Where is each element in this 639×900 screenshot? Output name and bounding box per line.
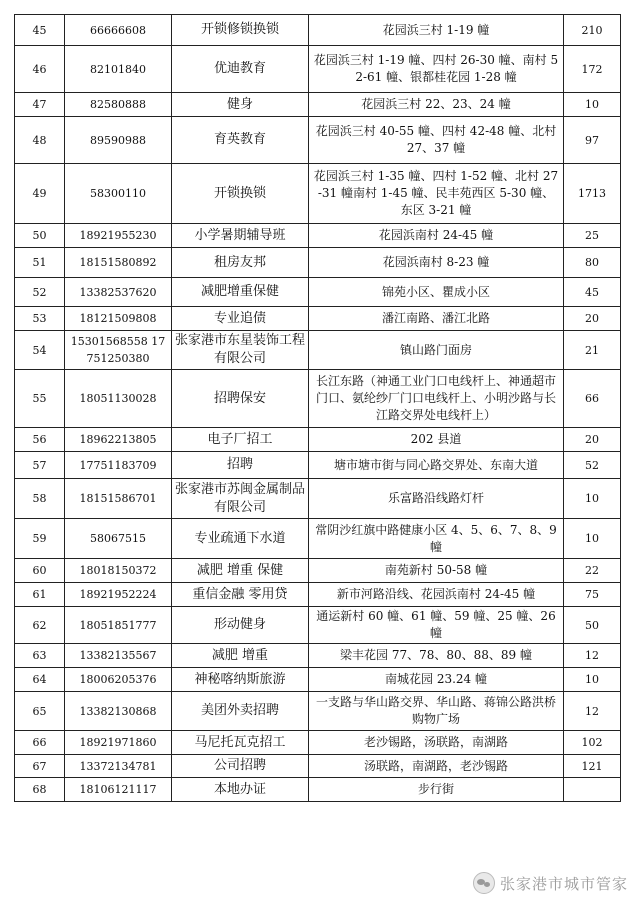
table-row <box>15 668 621 692</box>
cell-count: 97 <box>564 117 621 164</box>
cell-phone: 66666608 <box>65 15 172 46</box>
cell-count: 121 <box>564 755 621 778</box>
cell-number: 54 <box>15 331 65 370</box>
cell-number: 68 <box>15 778 65 802</box>
watermark-text: 张家港市城市管家 <box>499 874 628 893</box>
cell-number: 61 <box>15 583 65 607</box>
cell-number: 56 <box>15 428 65 452</box>
cell-category: 美团外卖招聘 <box>172 692 309 731</box>
cell-category: 招聘保安 <box>172 370 309 428</box>
table-row <box>15 755 621 778</box>
table-row <box>15 452 621 479</box>
cell-number: 53 <box>15 307 65 331</box>
table-row <box>15 15 621 46</box>
cell-number: 66 <box>15 731 65 755</box>
table-row <box>15 93 621 117</box>
cell-count: 52 <box>564 452 621 479</box>
cell-phone: 13372134781 <box>65 755 172 778</box>
cell-category: 神秘喀纳斯旅游 <box>172 668 309 692</box>
wechat-icon <box>473 872 495 894</box>
cell-category: 专业疏通下水道 <box>172 519 309 559</box>
table-row <box>15 164 621 224</box>
cell-location: 202 县道 <box>309 428 564 452</box>
cell-phone: 58067515 <box>65 519 172 559</box>
cell-category: 开锁换锁 <box>172 164 309 224</box>
cell-phone: 13382135567 <box>65 644 172 668</box>
cell-category: 开锁修锁换锁 <box>172 15 309 46</box>
cell-location: 锦苑小区、瞿成小区 <box>309 278 564 307</box>
cell-number: 58 <box>15 479 65 519</box>
cell-number: 46 <box>15 46 65 93</box>
cell-number: 63 <box>15 644 65 668</box>
cell-number: 50 <box>15 224 65 248</box>
cell-number: 47 <box>15 93 65 117</box>
table-row <box>15 307 621 331</box>
cell-number: 65 <box>15 692 65 731</box>
cell-category: 减肥 增重 保健 <box>172 559 309 583</box>
cell-number: 48 <box>15 117 65 164</box>
table-row <box>15 644 621 668</box>
cell-category: 公司招聘 <box>172 755 309 778</box>
cell-category: 育英教育 <box>172 117 309 164</box>
cell-location: 汤联路，南湖路，老沙锡路 <box>309 755 564 778</box>
cell-category: 专业追债 <box>172 307 309 331</box>
cell-location: 花园浜三村 1-19 幢 <box>309 15 564 46</box>
table-row <box>15 331 621 370</box>
cell-phone: 18151580892 <box>65 248 172 278</box>
table-row <box>15 46 621 93</box>
cell-phone: 18006205376 <box>65 668 172 692</box>
cell-count: 10 <box>564 668 621 692</box>
cell-number: 64 <box>15 668 65 692</box>
cell-phone: 13382537620 <box>65 278 172 307</box>
cell-location: 步行街 <box>309 778 564 802</box>
cell-phone: 18151586701 <box>65 479 172 519</box>
cell-count <box>564 778 621 802</box>
cell-category: 小学暑期辅导班 <box>172 224 309 248</box>
cell-count: 10 <box>564 479 621 519</box>
cell-phone: 17751183709 <box>65 452 172 479</box>
cell-location: 南城花园 23.24 幢 <box>309 668 564 692</box>
cell-location: 潘江南路、潘江北路 <box>309 307 564 331</box>
cell-count: 20 <box>564 307 621 331</box>
cell-category: 马尼托瓦克招工 <box>172 731 309 755</box>
cell-number: 45 <box>15 15 65 46</box>
cell-location: 花园浜三村 1-19 幢、四村 26-30 幢、南村 52-61 幢、银都桂花园 1-28 幢 <box>309 46 564 93</box>
table-row <box>15 583 621 607</box>
cell-location: 一支路与华山路交界、华山路、蒋锦公路洪桥购物广场 <box>309 692 564 731</box>
cell-count: 66 <box>564 370 621 428</box>
table-row <box>15 370 621 428</box>
cell-count: 10 <box>564 519 621 559</box>
cell-phone: 18106121117 <box>65 778 172 802</box>
cell-category: 本地办证 <box>172 778 309 802</box>
cell-count: 21 <box>564 331 621 370</box>
cell-number: 55 <box>15 370 65 428</box>
cell-count: 50 <box>564 607 621 644</box>
cell-phone: 58300110 <box>65 164 172 224</box>
table-row <box>15 479 621 519</box>
cell-category: 减肥 增重 <box>172 644 309 668</box>
table-row <box>15 117 621 164</box>
cell-count: 75 <box>564 583 621 607</box>
cell-count: 12 <box>564 692 621 731</box>
cell-count: 172 <box>564 46 621 93</box>
cell-category: 招聘 <box>172 452 309 479</box>
cell-location: 塘市塘市街与同心路交界处、东南大道 <box>309 452 564 479</box>
cell-number: 60 <box>15 559 65 583</box>
cell-phone: 18962213805 <box>65 428 172 452</box>
cell-count: 102 <box>564 731 621 755</box>
cell-location: 老沙锡路，汤联路，南湖路 <box>309 731 564 755</box>
cell-count: 10 <box>564 93 621 117</box>
cell-count: 45 <box>564 278 621 307</box>
cell-phone: 18051851777 <box>65 607 172 644</box>
cell-count: 80 <box>564 248 621 278</box>
table-row <box>15 519 621 559</box>
cell-phone: 89590988 <box>65 117 172 164</box>
cell-phone: 18921955230 <box>65 224 172 248</box>
table-body <box>15 15 621 802</box>
cell-number: 59 <box>15 519 65 559</box>
cell-number: 62 <box>15 607 65 644</box>
cell-phone: 18018150372 <box>65 559 172 583</box>
cell-phone: 82580888 <box>65 93 172 117</box>
cell-phone: 15301568558 17751250380 <box>65 331 172 370</box>
ad-listing-table <box>14 14 621 802</box>
cell-category: 租房友邦 <box>172 248 309 278</box>
cell-location: 长江东路（神通工业门口电线杆上、神通超市门口、氨纶纱厂门口电线杆上、小明沙路与长江路交界处电线杆上） <box>309 370 564 428</box>
cell-category: 优迪教育 <box>172 46 309 93</box>
cell-category: 重信金融 零用贷 <box>172 583 309 607</box>
cell-phone: 18921971860 <box>65 731 172 755</box>
watermark <box>470 870 631 896</box>
table-row <box>15 778 621 802</box>
cell-count: 25 <box>564 224 621 248</box>
table-row <box>15 248 621 278</box>
table-row <box>15 607 621 644</box>
cell-count: 210 <box>564 15 621 46</box>
cell-number: 67 <box>15 755 65 778</box>
table-row <box>15 278 621 307</box>
cell-location: 新市河路沿线、花园浜南村 24-45 幢 <box>309 583 564 607</box>
cell-location: 花园浜三村 40-55 幢、四村 42-48 幢、北村 27、37 幢 <box>309 117 564 164</box>
cell-phone: 13382130868 <box>65 692 172 731</box>
cell-number: 49 <box>15 164 65 224</box>
table-row <box>15 224 621 248</box>
cell-location: 镇山路门面房 <box>309 331 564 370</box>
cell-location: 常阴沙红旗中路健康小区 4、5、6、7、8、9 幢 <box>309 519 564 559</box>
cell-category: 电子厂招工 <box>172 428 309 452</box>
cell-location: 花园浜三村 22、23、24 幢 <box>309 93 564 117</box>
cell-number: 57 <box>15 452 65 479</box>
table-row <box>15 692 621 731</box>
cell-category: 健身 <box>172 93 309 117</box>
cell-count: 12 <box>564 644 621 668</box>
cell-location: 花园浜三村 1-35 幢、四村 1-52 幢、北村 27-31 幢南村 1-45 幢、民丰苑西区 5-30 幢、东区 3-21 幢 <box>309 164 564 224</box>
cell-category: 张家港市苏闽金属制品有限公司 <box>172 479 309 519</box>
table-row <box>15 731 621 755</box>
cell-number: 52 <box>15 278 65 307</box>
cell-phone: 82101840 <box>65 46 172 93</box>
cell-location: 乐富路沿线路灯杆 <box>309 479 564 519</box>
cell-count: 22 <box>564 559 621 583</box>
cell-location: 花园浜南村 8-23 幢 <box>309 248 564 278</box>
cell-phone: 18051130028 <box>65 370 172 428</box>
cell-category: 形动健身 <box>172 607 309 644</box>
cell-location: 花园浜南村 24-45 幢 <box>309 224 564 248</box>
cell-count: 20 <box>564 428 621 452</box>
cell-number: 51 <box>15 248 65 278</box>
cell-phone: 18121509808 <box>65 307 172 331</box>
cell-category: 张家港市东星装饰工程有限公司 <box>172 331 309 370</box>
cell-location: 通运新村 60 幢、61 幢、59 幢、25 幢、26 幢 <box>309 607 564 644</box>
table-row <box>15 428 621 452</box>
cell-location: 梁丰花园 77、78、80、88、89 幢 <box>309 644 564 668</box>
cell-location: 南苑新村 50-58 幢 <box>309 559 564 583</box>
table-row <box>15 559 621 583</box>
cell-count: 1713 <box>564 164 621 224</box>
cell-category: 减肥增重保健 <box>172 278 309 307</box>
cell-phone: 18921952224 <box>65 583 172 607</box>
